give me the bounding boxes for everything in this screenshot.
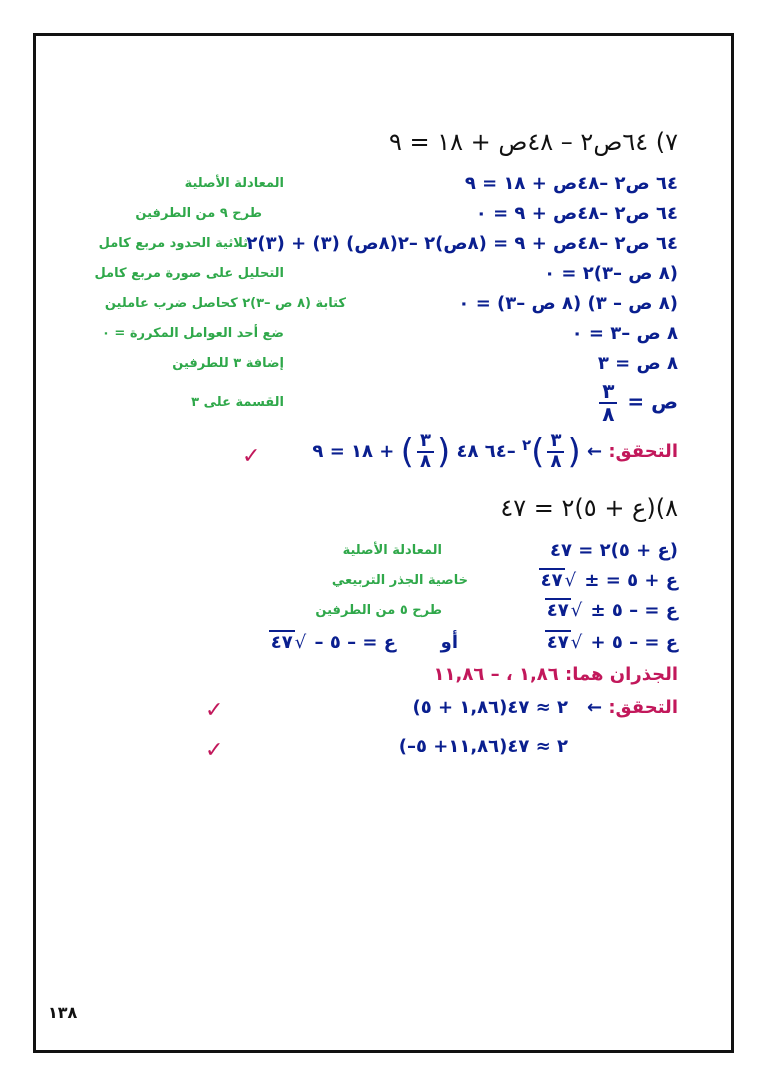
check-exponent: ٢: [522, 435, 532, 454]
p7-check-mark: ✓: [242, 444, 261, 469]
check-label: التحقق:: [608, 440, 678, 462]
sqrt-47: √٤٧: [546, 600, 583, 621]
sqrt-47: √٤٧: [546, 632, 583, 653]
p8-step-3: ع = – ٥ ± √٤٧: [546, 600, 678, 621]
problem-8-title: ٨)(ع + ٥)٢ = ٤٧: [500, 494, 678, 522]
p7-note-5: كتابة (٨ ص –٣)٢ كحاصل ضرب عاملين: [104, 296, 346, 311]
check-coef-48: ٤٨: [456, 440, 479, 462]
p7-note-7: إضافة ٣ للطرفين: [172, 356, 284, 371]
p7-step-division: [596, 381, 678, 425]
p8-check-label: التحقق: ←: [586, 697, 678, 718]
fraction: [599, 381, 617, 425]
problem-7-title: ٧) ٦٤ص٢ – ٤٨ص + ١٨ = ٩: [388, 128, 678, 156]
p8-step-1: (ع + ٥)٢ = ٤٧: [550, 540, 678, 561]
p7-note-1: المعادلة الأصلية: [184, 176, 284, 191]
check-arrow: ←: [586, 440, 603, 462]
check-arrow: ←: [586, 697, 603, 718]
p8-step-2: ع + ٥ = ± √٤٧: [540, 570, 678, 591]
p8-note-2: خاصية الجذر التربيعي: [331, 573, 468, 588]
p8-check-2: (–١١,٨٦+ ٥)٢ ≈ ٤٧: [398, 736, 568, 757]
division-lhs: ص =: [627, 389, 678, 414]
roots-line: الجذران هما: ١,٨٦ ، – ١١,٨٦: [433, 664, 678, 685]
p7-note-3: ثلاثية الحدود مربع كامل: [98, 236, 248, 251]
p7-step-4: (٨ ص –٣)٢ = ٠: [544, 263, 678, 284]
sqrt-47: √٤٧: [540, 570, 577, 591]
sqrt-47: √٤٧: [270, 632, 307, 653]
p7-step-3: ٦٤ ص٢ –٤٨ص + ٩ = (٨ص)٢ –٢(٨ص) (٣) + (٣)٢: [246, 233, 678, 254]
p8-or: أو: [440, 632, 458, 653]
page-number: ١٣٨: [48, 1003, 78, 1022]
check-coef-64: –٦٤: [484, 440, 516, 462]
p8-note-3: طرح ٥ من الطرفين: [315, 603, 442, 618]
p8-check-mark-2: ✓: [205, 738, 224, 763]
p7-step-5: (٨ ص – ٣) (٨ ص –٣) = ٠: [458, 293, 678, 314]
fraction-numerator: ٣: [599, 381, 617, 404]
check-fraction-1: $\frac{٣}{٨}$: [547, 432, 564, 472]
p7-step-7: ٨ ص = ٣: [597, 353, 678, 374]
check-fraction-2: $\frac{٣}{٨}$: [417, 432, 434, 472]
p7-note-2: طرح ٩ من الطرفين: [135, 206, 262, 221]
check-tail: + ١٨ = ٩: [312, 440, 395, 462]
p7-step-2: ٦٤ ص٢ –٤٨ص + ٩ = ٠: [475, 203, 678, 224]
p7-step-6: ٨ ص –٣ = ٠: [571, 323, 678, 344]
p8-check-1: (١,٨٦ + ٥)٢ ≈ ٤٧: [412, 697, 568, 718]
fraction-denominator: ٨: [602, 402, 615, 426]
p8-split-right: ع = – ٥ + √٤٧: [546, 632, 678, 653]
p8-check-mark-1: ✓: [205, 698, 224, 723]
p7-note-division: القسمة على ٣: [191, 395, 284, 410]
p8-note-1: المعادلة الأصلية: [342, 543, 442, 558]
p8-split-left: ع = – ٥ – √٤٧: [270, 632, 396, 653]
p7-step-1: ٦٤ ص٢ –٤٨ص + ١٨ = ٩: [464, 173, 678, 194]
p7-note-4: التحليل على صورة مربع كامل: [94, 266, 284, 281]
p7-check-line: التحقق: ← ( $\frac{٣}{٨}$ )$^٢$ –٦٤ ٤٨ ( $\frac{٣}{٨}$ ) + ١٨ = ٩: [312, 430, 678, 472]
p7-note-6: ضع أحد العوامل المكررة = ٠: [101, 326, 284, 341]
